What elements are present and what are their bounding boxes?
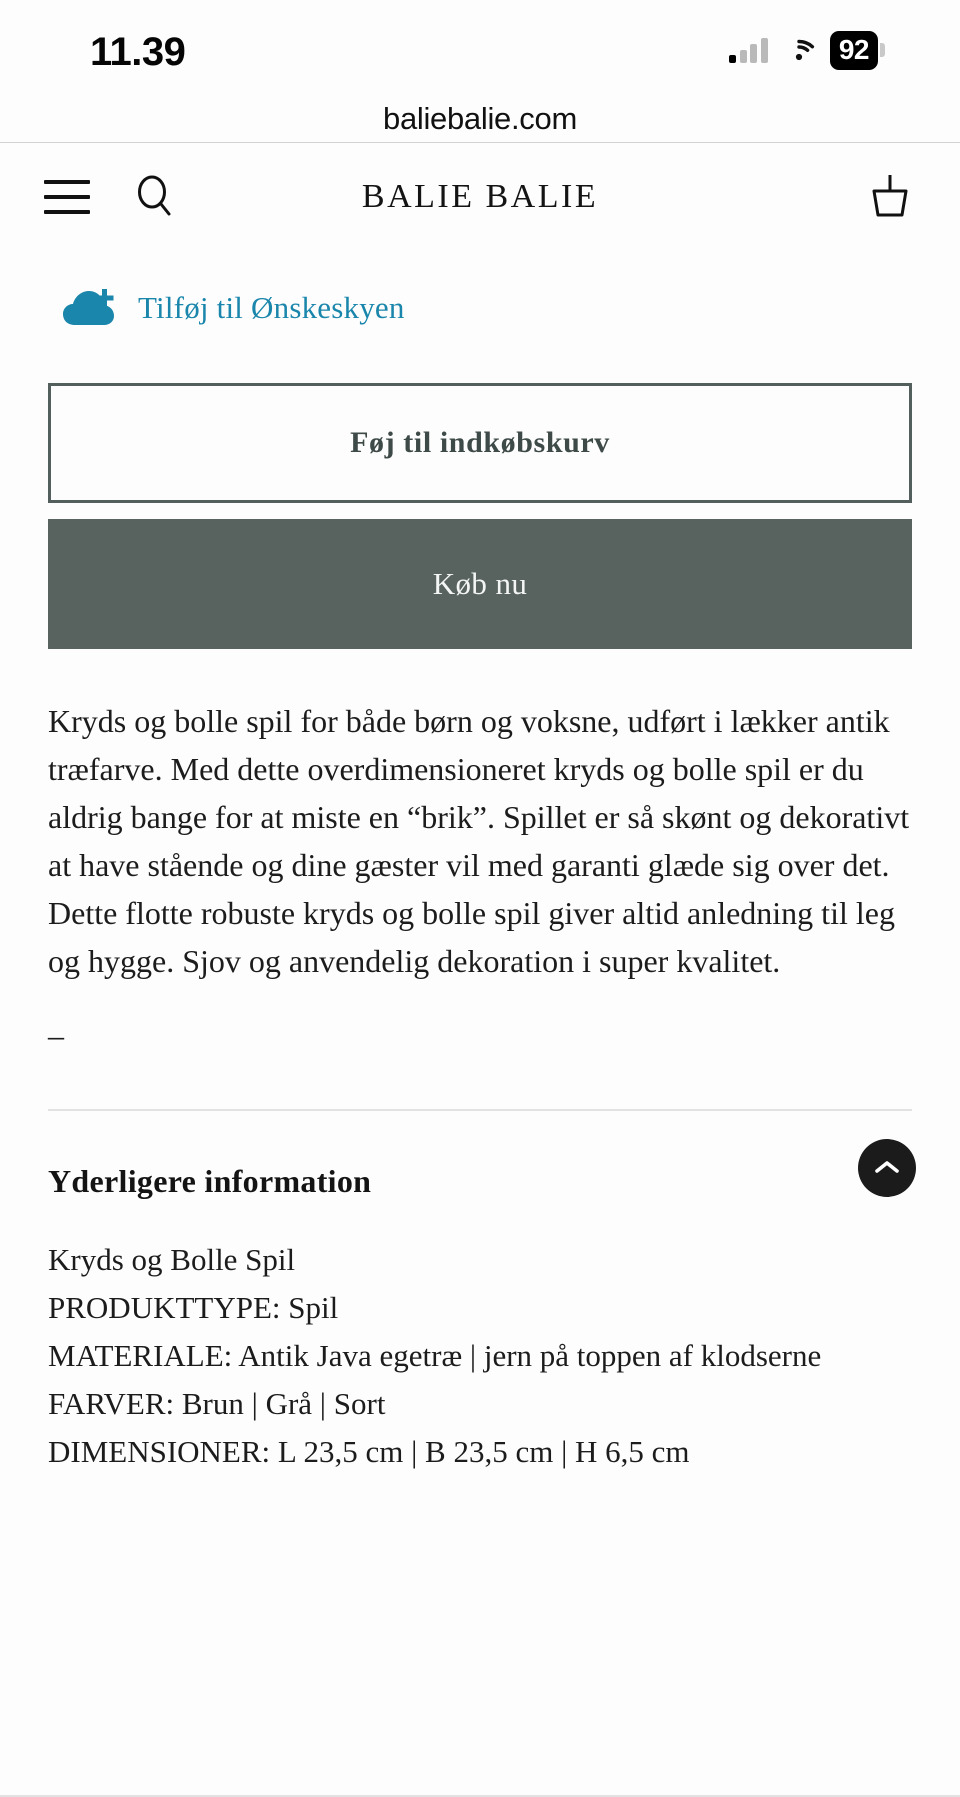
product-actions [0,331,960,649]
description-text: Kryds og bolle spil for både børn og voksne, udført i lækker antik træfarve. Med dette overdimensioneret kryds og bolle spil er du aldrig bange for at miste en “brik”. Spillet er så skønt og dekorativt at have stående og dine gæster vil med garanti glæde sig over det. Dette flotte robuste kryds og bolle spil giver altid anledning til leg og hygge. Sjov og anvendelig dekoration i super kvalitet. [48,703,910,979]
scroll-to-top-button[interactable] [858,1139,916,1197]
add-to-cart-button[interactable]: Føj til indkøbskurv [48,383,912,503]
spec-line: FARVER: Brun | Grå | Sort [48,1386,386,1421]
url-text[interactable]: baliebalie.com [383,101,577,136]
buy-now-button[interactable]: Køb nu [48,519,912,649]
status-bar-indicators [729,31,878,69]
browser-url-bar[interactable] [0,96,960,142]
additional-information-section [0,1111,960,1200]
spec-line: MATERIALE: Antik Java egetræ | jern på toppen af klodserne [48,1338,822,1373]
site-header [0,143,960,251]
spec-line: Kryds og Bolle Spil [48,1242,296,1277]
battery-badge: 92 [830,31,878,70]
status-bar [0,0,960,96]
chevron-up-icon [874,1159,900,1177]
product-specifications [0,1200,960,1476]
site-logo[interactable]: BALIE BALIE [361,178,599,215]
spec-line: DIMENSIONER: L 23,5 cm | B 23,5 cm | H 6,5 cm [48,1434,690,1469]
add-to-wishlist-button[interactable] [0,251,960,331]
status-bar-time: 11.39 [90,30,186,74]
cloud-plus-icon [62,287,118,329]
spec-line: PRODUKTTYPE: Spil [48,1290,339,1325]
product-description [0,649,960,1059]
shopping-basket-icon[interactable] [866,171,914,223]
wifi-icon [782,37,816,63]
wishlist-label: Tilføj til Ønskeskyen [138,290,405,325]
description-dash: – [48,1017,64,1053]
cellular-signal-icon [729,37,768,63]
additional-information-title: Yderligere information [48,1163,372,1199]
